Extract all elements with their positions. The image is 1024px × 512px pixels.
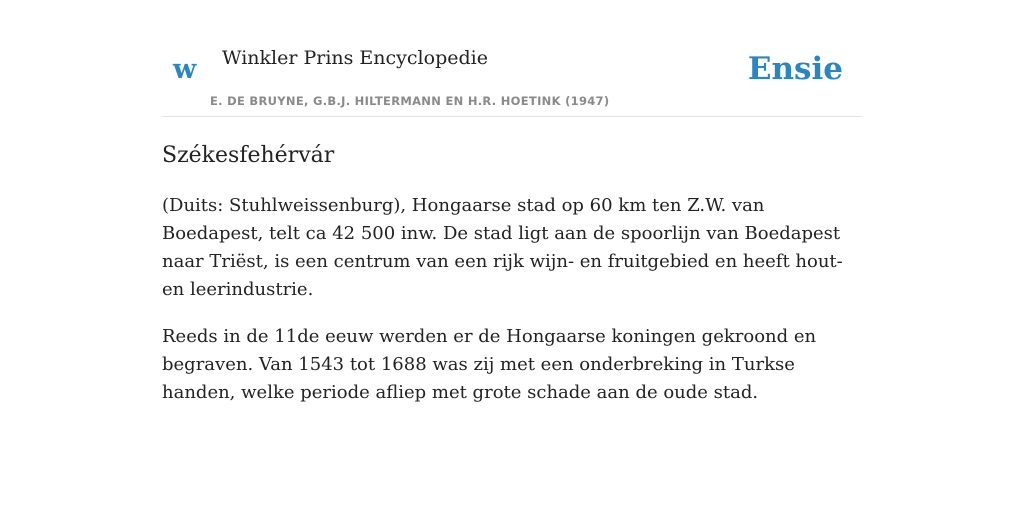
encyclopedia-header [162, 0, 862, 117]
entry-paragraph: (Duits: Stuhlweissenburg), Hongaarse stad op 60 km ten Z.W. van Boedapest, telt ca 42 500 inw. De stad ligt aan de spoorlijn van Boedapest naar Triëst, is een centrum van een rijk wijn- en fruitgebied en heeft hout- en leerindustrie. [162, 195, 843, 300]
entry-title: Székesfehérvár [162, 143, 335, 168]
encyclopedia-logo[interactable]: w [173, 54, 197, 85]
page-content [162, 0, 862, 407]
authors-line: E. DE BRUYNE, G.B.J. HILTERMANN EN H.R. HOETINK (1947) [210, 94, 610, 108]
entry-paragraph: Reeds in de 11de eeuw werden er de Hongaarse koningen gekroond en begraven. Van 1543 tot 1688 was zij met een onderbreking in Turkse handen, welke periode afliep met grote schade aan de oude stad. [162, 326, 817, 403]
encyclopedia-title[interactable]: Winkler Prins Encyclopedie [222, 47, 488, 69]
ensie-brand-link[interactable]: Ensie [747, 51, 843, 87]
